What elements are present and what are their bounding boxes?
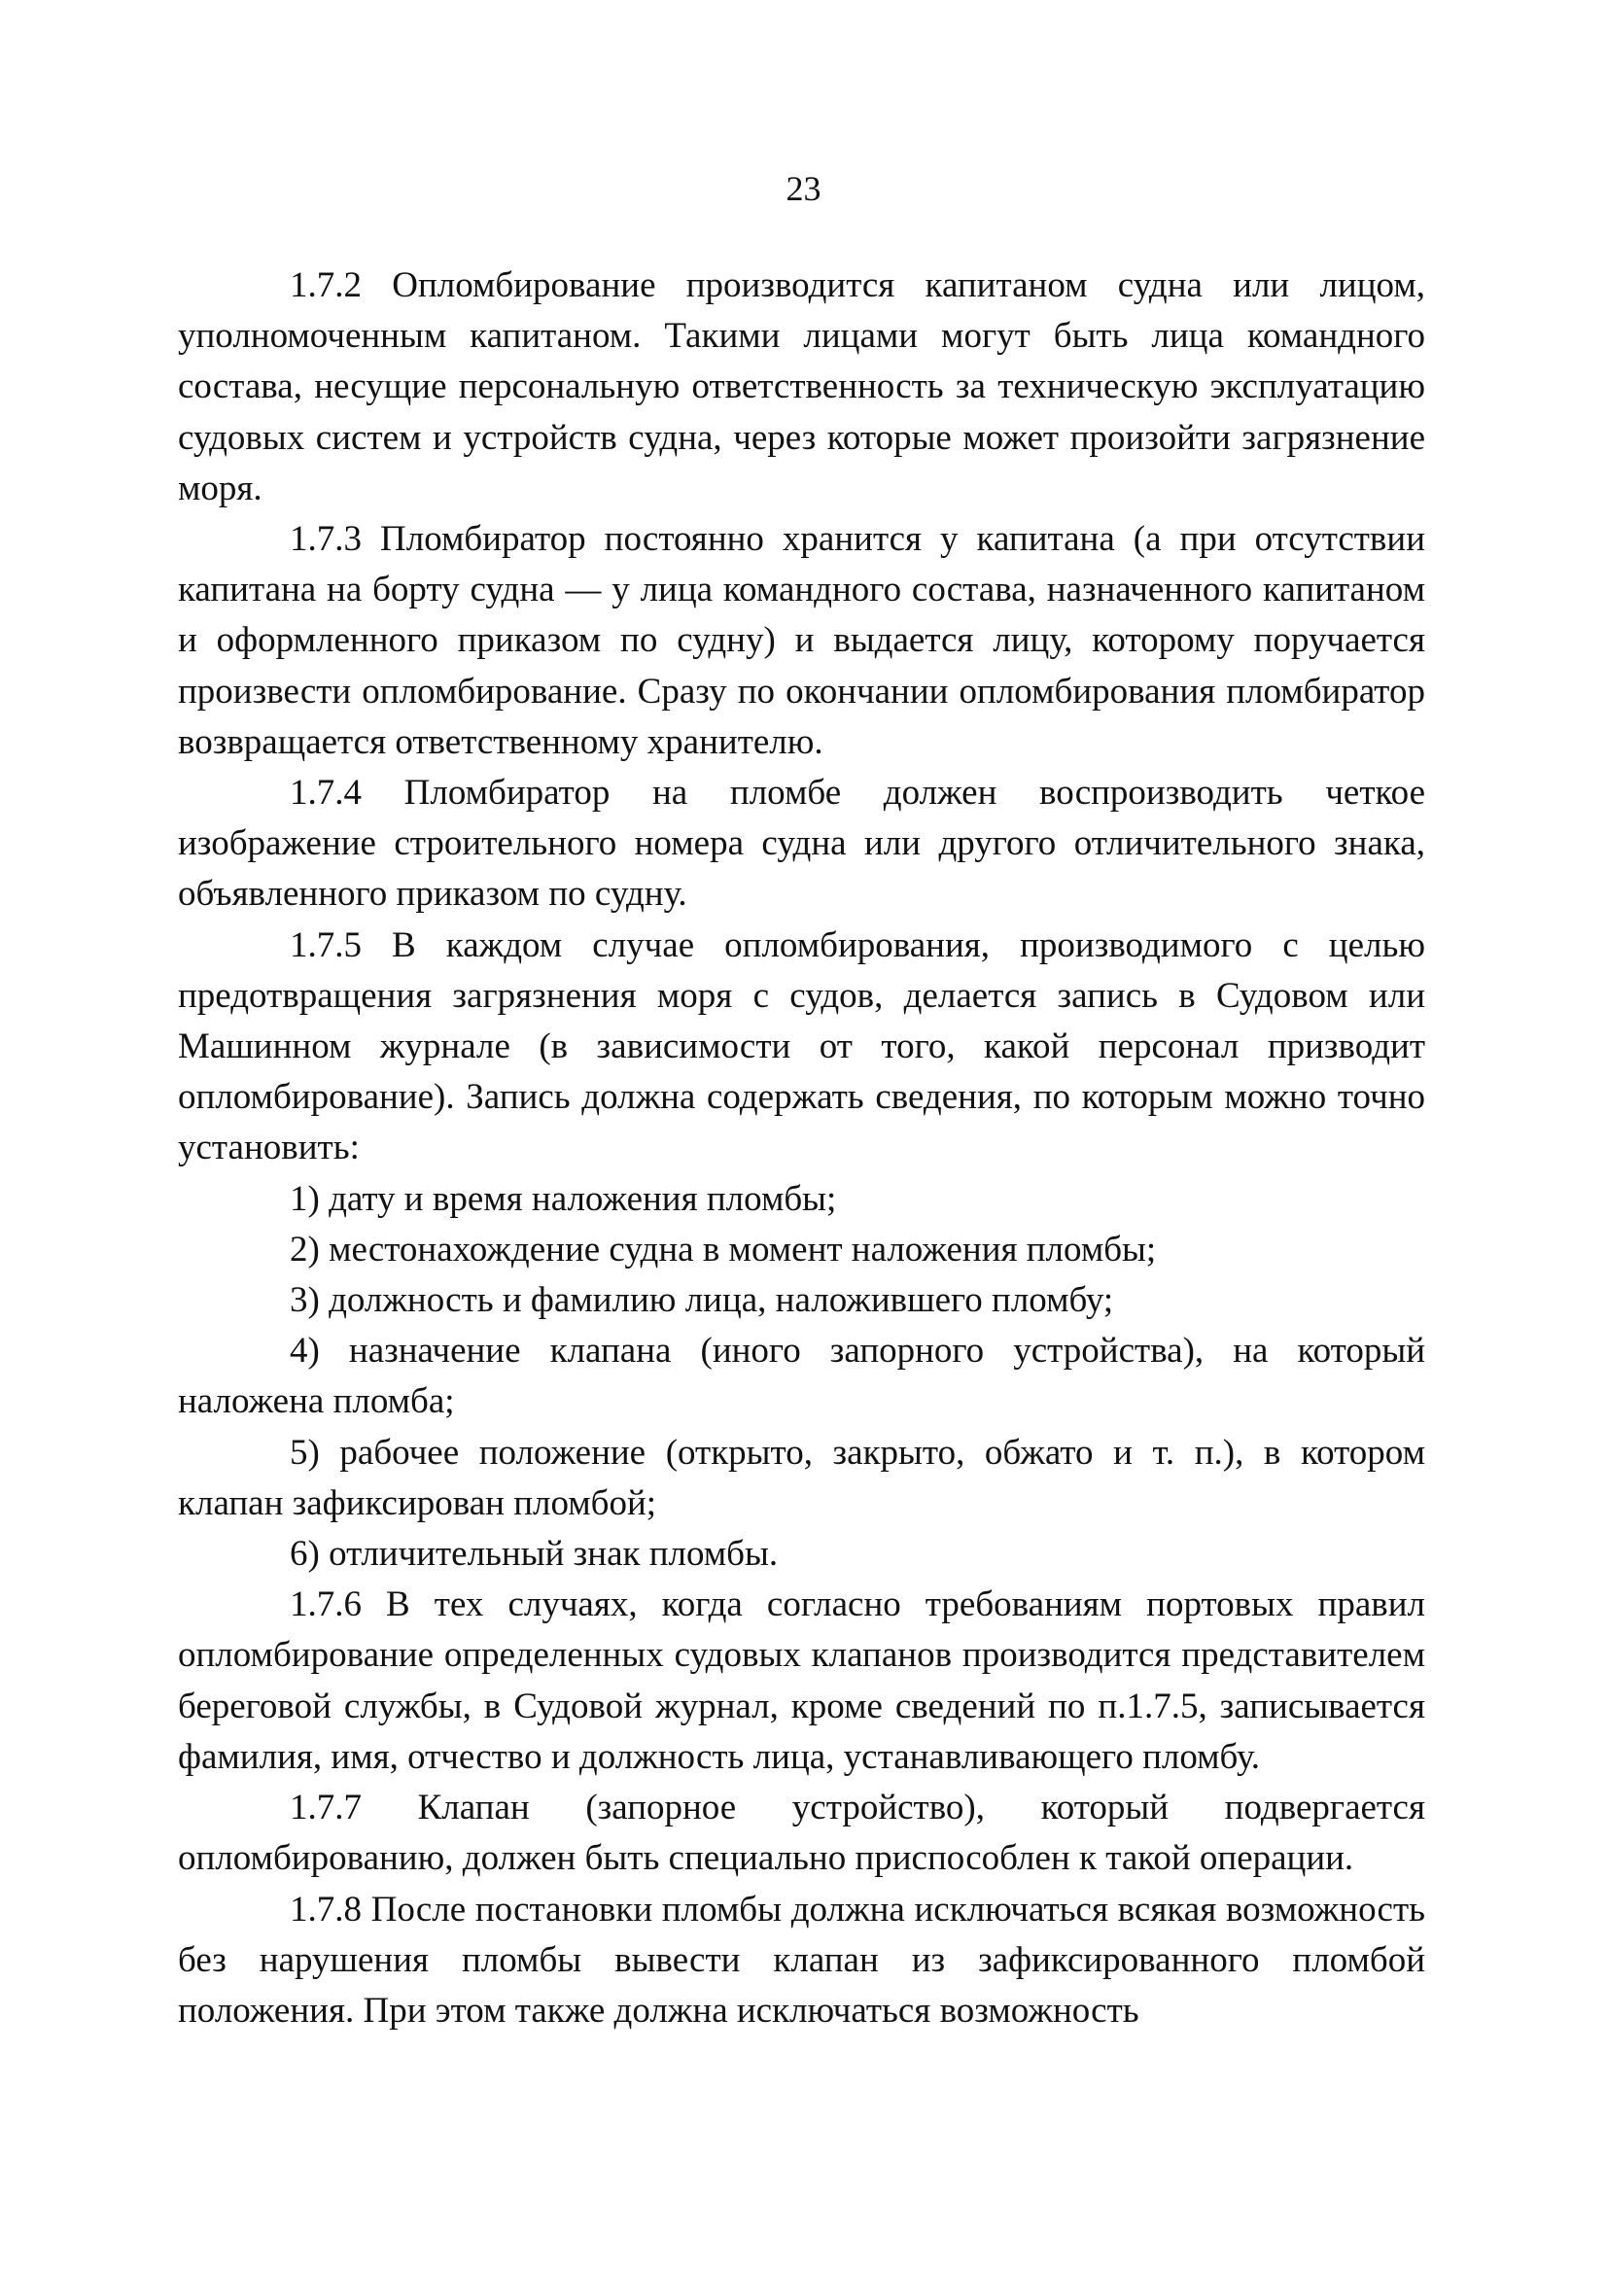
paragraph-1-7-6: 1.7.6 В тех случаях, когда согласно требованиям портовых правил опломбирование определенных судовых клапанов производится представителем береговой службы, в Судовой журнал, кроме сведений по п.1.7.5, записывается фамилия, имя, отчество и должность лица, устанавливающего пломбу. xyxy=(178,1584,1425,1777)
list-item-4: 4) назначение клапана (иного запорного устройства), на который наложена пломба; xyxy=(178,1331,1425,1422)
list-item-6: 6) отличительный знак пломбы. xyxy=(290,1534,779,1575)
paragraph-1-7-4: 1.7.4 Пломбиратор на пломбе должен воспроизводить четкое изображение строительного номера судна или другого отличительного знака, объявленного приказом по судну. xyxy=(178,773,1425,915)
list-item-5: 5) рабочее положение (открыто, закрыто, обжато и т. п.), в котором клапан зафиксирован пломбой; xyxy=(178,1432,1425,1523)
paragraph-1-7-5: 1.7.5 В каждом случае опломбирования, производимого с целью предотвращения загрязнения моря с судов, делается запись в Судовом или Машинном журнале (в зависимости от того, какой персонал призводит опломбирование). Запись должна содержать сведения, по которым можно точно установить: xyxy=(178,924,1425,1168)
paragraph-1-7-7: 1.7.7 Клапан (запорное устройство), который подвергается опломбированию, должен быть специально приспособлен к такой операции. xyxy=(178,1788,1425,1879)
body-text xyxy=(178,261,1425,2036)
list-item-1: 1) дату и время наложения пломбы; xyxy=(290,1178,837,1219)
list-item-2: 2) местонахождение судна в момент наложения пломбы; xyxy=(290,1229,1157,1270)
list-item-3: 3) должность и фамилию лица, наложившего пломбу; xyxy=(290,1280,1114,1321)
paragraph-1-7-8: 1.7.8 После постановки пломбы должна исключаться всякая возможность без нарушения пломбы вывести клапан из зафиксированного пломбой положения. При этом также должна исключаться возможность xyxy=(178,1889,1425,2031)
paragraph-1-7-3: 1.7.3 Пломбиратор постоянно хранится у капитана (а при отсутствии капитана на борту судна — у лица командного состава, назначенного капитаном и оформленного приказом по судну) и выдается лицу, которому поручается произвести опломбирование. Сразу по окончании опломбирования пломбиратор возвращается ответственному хранителю. xyxy=(178,519,1425,762)
paragraph-1-7-2: 1.7.2 Опломбирование производится капитаном судна или лицом, уполномоченным капитаном. Такими лицами могут быть лица командного состава, несущие персональную ответственность за техническую эксплуатацию судовых систем и устройств судна, через которые может произойти загрязнение моря. xyxy=(178,265,1425,508)
page-number: 23 xyxy=(786,169,821,208)
